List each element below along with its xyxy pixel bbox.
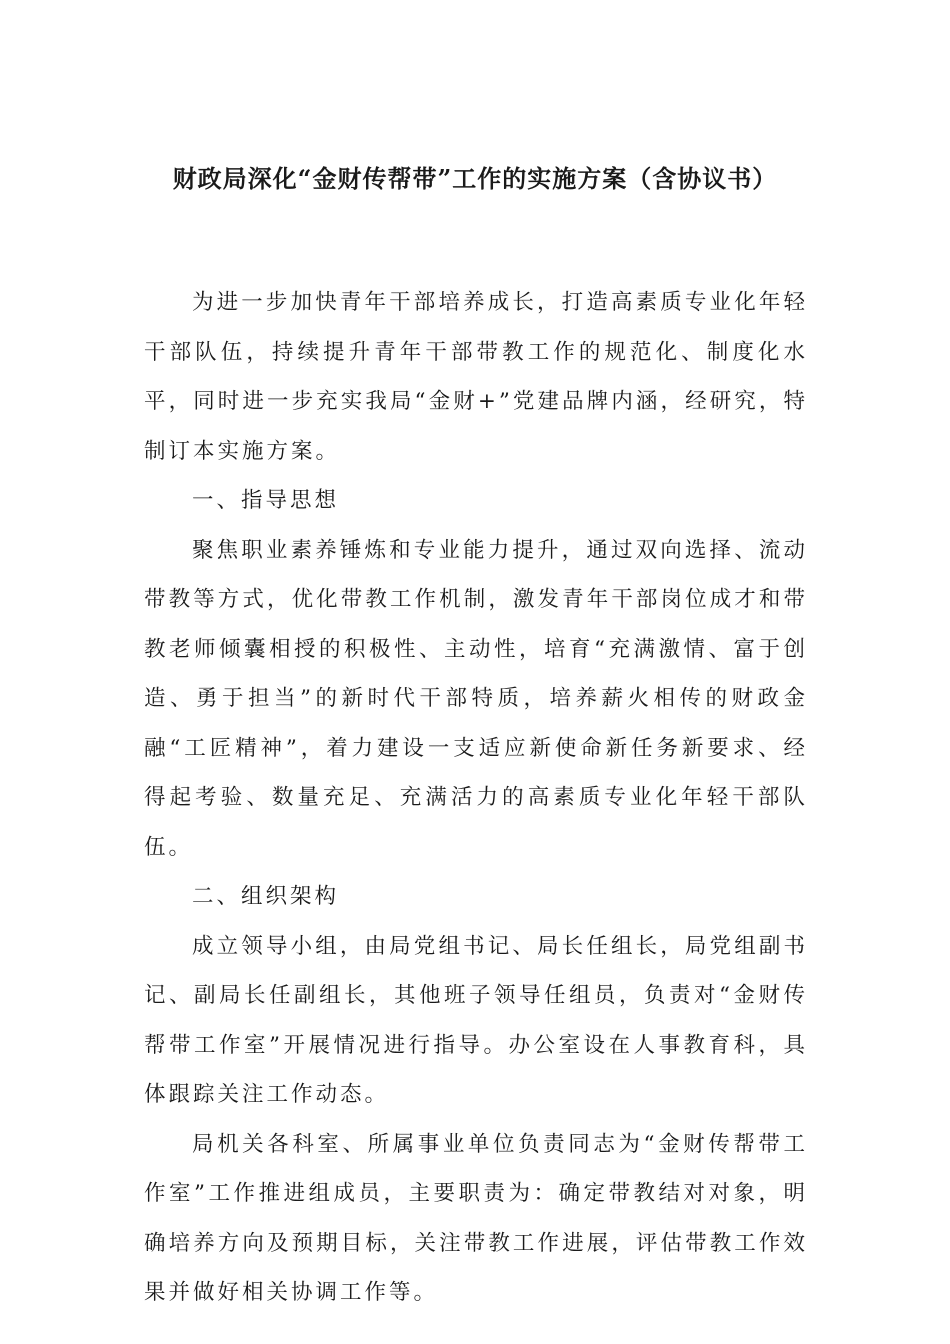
organization-paragraph-members: 局机关各科室、所属事业单位负责同志为“金财传帮带工作室”工作推进组成员，主要职责为：确定带教结对对象，明确培养方向及预期目标，关注带教工作进展，评估带教工作效果并做好相关协调工作等。 xyxy=(144,1131,808,1305)
document-title: 财政局深化“金财传帮带”工作的实施方案（含协议书） xyxy=(172,164,778,193)
section-heading-organization: 二、组织架构 xyxy=(192,884,340,909)
intro-paragraph: 为进一步加快青年干部培养成长，打造高素质专业化年轻干部队伍，持续提升青年干部带教工作的规范化、制度化水平，同时进一步充实我局“金财+”党建品牌内涵，经研究，特制订本实施方案。 xyxy=(144,290,808,464)
organization-paragraph-leadership: 成立领导小组，由局党组书记、局长任组长，局党组副书记、副局长任副组长，其他班子领导任组员，负责对“金财传帮带工作室”开展情况进行指导。办公室设在人事教育科，具体跟踪关注工作动态。 xyxy=(144,933,808,1107)
document-body xyxy=(144,278,808,1318)
section-heading-guiding-ideology: 一、指导思想 xyxy=(192,488,340,513)
guiding-ideology-paragraph: 聚焦职业素养锤炼和专业能力提升，通过双向选择、流动带教等方式，优化带教工作机制，激发青年干部岗位成才和带教老师倾囊相授的积极性、主动性，培育“充满激情、富于创造、勇于担当”的新时代干部特质，培养薪火相传的财政金融“工匠精神”，着力建设一支适应新使命新任务新要求、经得起考验、数量充足、充满活力的高素质专业化年轻干部队伍。 xyxy=(144,537,808,860)
